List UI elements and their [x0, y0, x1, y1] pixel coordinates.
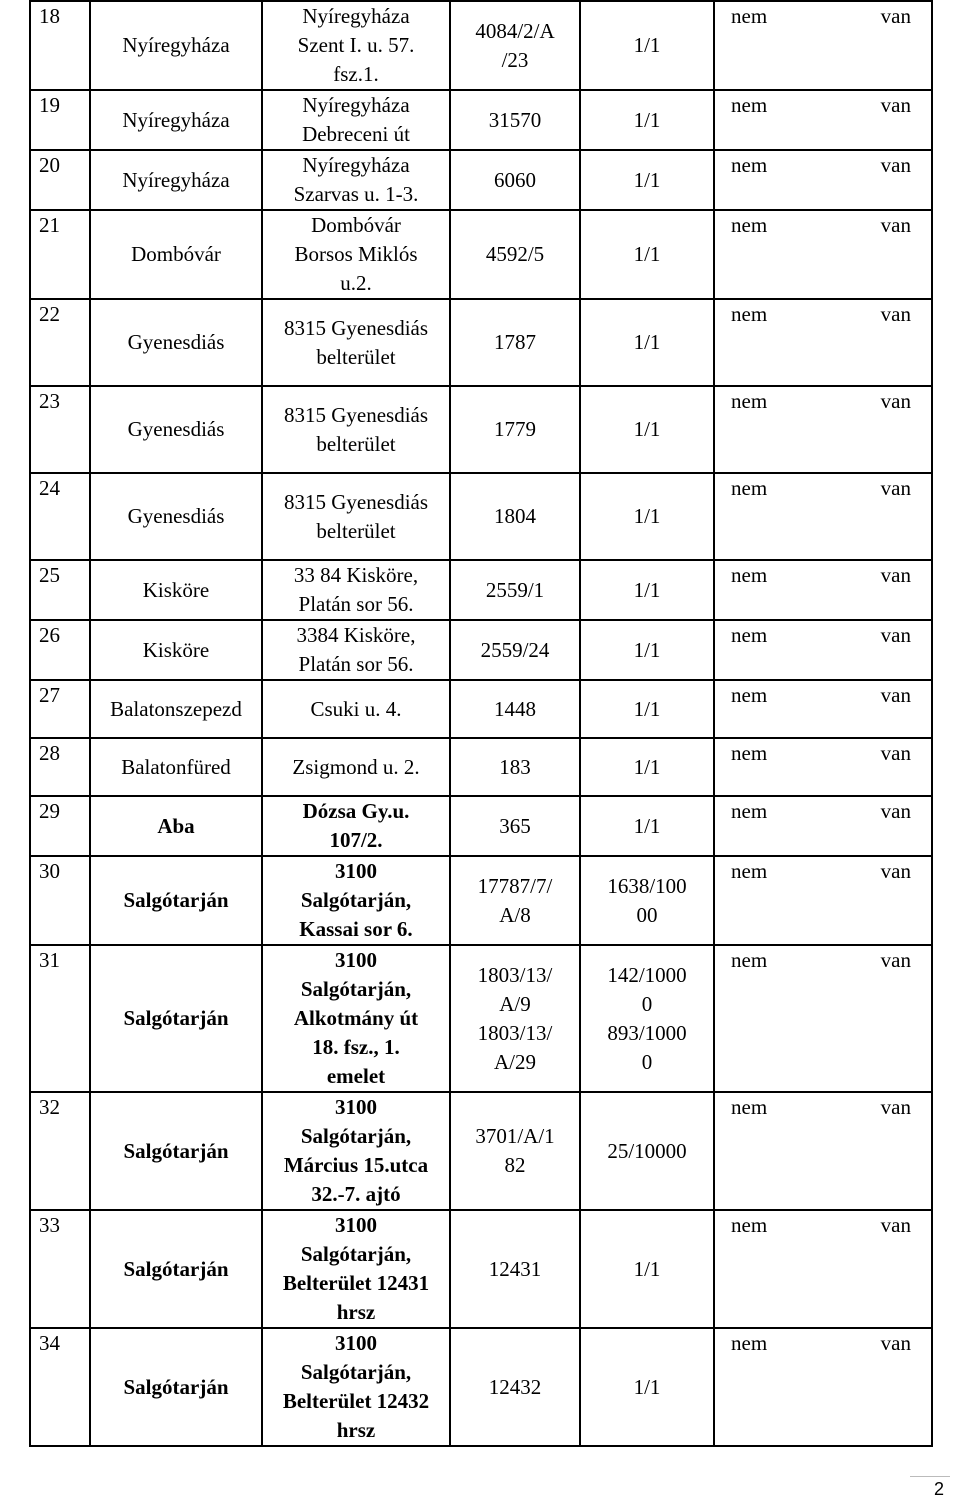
ownership-share-cell: 1/1 — [580, 299, 714, 386]
ownership-share-cell: 1/1 — [580, 680, 714, 738]
status-cell — [714, 1, 932, 90]
table-row — [30, 1328, 932, 1446]
status-nem: nem — [731, 623, 768, 647]
status-cell — [714, 560, 932, 620]
ownership-share-cell: 1638/100 00 — [580, 856, 714, 945]
city-cell: Dombóvár — [90, 210, 262, 299]
status-cell — [714, 150, 932, 210]
address-cell: Dombóvár Borsos Miklós u.2. — [262, 210, 450, 299]
table-row — [30, 473, 932, 560]
table-row — [30, 945, 932, 1092]
status-cell — [714, 945, 932, 1092]
status-cell — [714, 796, 932, 856]
city-cell: Nyíregyháza — [90, 90, 262, 150]
row-number-cell: 20 — [30, 150, 90, 210]
ownership-share-cell: 1/1 — [580, 1210, 714, 1328]
row-number-cell: 25 — [30, 560, 90, 620]
parcel-number-cell: 3701/A/1 82 — [450, 1092, 580, 1210]
city-cell: Gyenesdiás — [90, 473, 262, 560]
row-number-cell: 24 — [30, 473, 90, 560]
parcel-number-cell: 365 — [450, 796, 580, 856]
row-number-cell: 28 — [30, 738, 90, 796]
status-nem: nem — [731, 4, 768, 28]
status-cell — [714, 299, 932, 386]
address-cell: 3100 Salgótarján, Március 15.utca 32.-7. ajtó — [262, 1092, 450, 1210]
row-number-cell: 22 — [30, 299, 90, 386]
status-nem: nem — [731, 741, 768, 765]
status-cell — [714, 1328, 932, 1446]
city-cell: Kisköre — [90, 620, 262, 680]
status-cell — [714, 680, 932, 738]
parcel-number-cell: 1804 — [450, 473, 580, 560]
address-cell: Nyíregyháza Szarvas u. 1-3. — [262, 150, 450, 210]
page-number: 2 — [910, 1476, 950, 1500]
status-cell — [714, 1092, 932, 1210]
status-van: van — [880, 476, 911, 500]
parcel-number-cell: 6060 — [450, 150, 580, 210]
table-row — [30, 796, 932, 856]
status-van: van — [880, 859, 911, 883]
city-cell: Gyenesdiás — [90, 299, 262, 386]
status-van: van — [880, 1095, 911, 1119]
table-row — [30, 210, 932, 299]
status-nem: nem — [731, 948, 768, 972]
parcel-number-cell: 4592/5 — [450, 210, 580, 299]
table-row — [30, 738, 932, 796]
parcel-number-cell: 1803/13/ A/9 1803/13/ A/29 — [450, 945, 580, 1092]
parcel-number-cell: 12431 — [450, 1210, 580, 1328]
row-number-cell: 29 — [30, 796, 90, 856]
row-number-cell: 30 — [30, 856, 90, 945]
table-row — [30, 1210, 932, 1328]
ownership-share-cell: 1/1 — [580, 386, 714, 473]
ownership-share-cell: 1/1 — [580, 90, 714, 150]
parcel-number-cell: 12432 — [450, 1328, 580, 1446]
address-cell: Dózsa Gy.u. 107/2. — [262, 796, 450, 856]
ownership-share-cell: 1/1 — [580, 150, 714, 210]
status-van: van — [880, 389, 911, 413]
status-nem: nem — [731, 683, 768, 707]
ownership-share-cell: 1/1 — [580, 1, 714, 90]
table-row — [30, 150, 932, 210]
status-nem: nem — [731, 213, 768, 237]
address-cell: 3384 Kisköre, Platán sor 56. — [262, 620, 450, 680]
status-cell — [714, 90, 932, 150]
row-number-cell: 32 — [30, 1092, 90, 1210]
status-nem: nem — [731, 563, 768, 587]
parcel-number-cell: 4084/2/A /23 — [450, 1, 580, 90]
ownership-share-cell: 1/1 — [580, 620, 714, 680]
city-cell: Salgótarján — [90, 1210, 262, 1328]
table-row — [30, 1092, 932, 1210]
address-cell: 3100 Salgótarján, Belterület 12431 hrsz — [262, 1210, 450, 1328]
city-cell: Salgótarján — [90, 1092, 262, 1210]
status-van: van — [880, 153, 911, 177]
status-nem: nem — [731, 93, 768, 117]
address-cell: 3100 Salgótarján, Belterület 12432 hrsz — [262, 1328, 450, 1446]
address-cell: Nyíregyháza Szent I. u. 57. fsz.1. — [262, 1, 450, 90]
row-number-cell: 19 — [30, 90, 90, 150]
row-number-cell: 34 — [30, 1328, 90, 1446]
status-van: van — [880, 563, 911, 587]
status-nem: nem — [731, 799, 768, 823]
address-cell: Csuki u. 4. — [262, 680, 450, 738]
status-van: van — [880, 1213, 911, 1237]
parcel-number-cell: 1448 — [450, 680, 580, 738]
status-van: van — [880, 213, 911, 237]
status-van: van — [880, 93, 911, 117]
status-nem: nem — [731, 1331, 768, 1355]
city-cell: Gyenesdiás — [90, 386, 262, 473]
ownership-share-cell: 1/1 — [580, 796, 714, 856]
city-cell: Aba — [90, 796, 262, 856]
row-number-cell: 18 — [30, 1, 90, 90]
status-nem: nem — [731, 302, 768, 326]
status-van: van — [880, 4, 911, 28]
status-nem: nem — [731, 1213, 768, 1237]
address-cell: 3100 Salgótarján, Kassai sor 6. — [262, 856, 450, 945]
parcel-number-cell: 31570 — [450, 90, 580, 150]
city-cell: Nyíregyháza — [90, 1, 262, 90]
status-van: van — [880, 683, 911, 707]
row-number-cell: 23 — [30, 386, 90, 473]
parcel-number-cell: 1779 — [450, 386, 580, 473]
status-nem: nem — [731, 476, 768, 500]
table-row — [30, 90, 932, 150]
address-cell: 33 84 Kisköre, Platán sor 56. — [262, 560, 450, 620]
parcel-number-cell: 17787/7/ A/8 — [450, 856, 580, 945]
row-number-cell: 31 — [30, 945, 90, 1092]
address-cell: 8315 Gyenesdiás belterület — [262, 473, 450, 560]
status-cell — [714, 620, 932, 680]
status-cell — [714, 1210, 932, 1328]
status-van: van — [880, 302, 911, 326]
ownership-share-cell: 1/1 — [580, 210, 714, 299]
row-number-cell: 27 — [30, 680, 90, 738]
status-nem: nem — [731, 859, 768, 883]
status-van: van — [880, 1331, 911, 1355]
status-cell — [714, 856, 932, 945]
parcel-number-cell: 1787 — [450, 299, 580, 386]
row-number-cell: 26 — [30, 620, 90, 680]
address-cell: Zsigmond u. 2. — [262, 738, 450, 796]
table-row — [30, 386, 932, 473]
row-number-cell: 33 — [30, 1210, 90, 1328]
table-row — [30, 560, 932, 620]
status-van: van — [880, 948, 911, 972]
status-cell — [714, 473, 932, 560]
ownership-share-cell: 1/1 — [580, 560, 714, 620]
city-cell: Balatonfüred — [90, 738, 262, 796]
parcel-number-cell: 2559/24 — [450, 620, 580, 680]
city-cell: Balatonszepezd — [90, 680, 262, 738]
city-cell: Kisköre — [90, 560, 262, 620]
status-cell — [714, 386, 932, 473]
row-number-cell: 21 — [30, 210, 90, 299]
ownership-share-cell: 1/1 — [580, 473, 714, 560]
ownership-share-cell: 1/1 — [580, 738, 714, 796]
status-cell — [714, 210, 932, 299]
status-van: van — [880, 799, 911, 823]
status-nem: nem — [731, 1095, 768, 1119]
status-nem: nem — [731, 153, 768, 177]
table-row — [30, 299, 932, 386]
table-row — [30, 620, 932, 680]
table-row — [30, 856, 932, 945]
ownership-share-cell: 1/1 — [580, 1328, 714, 1446]
parcel-number-cell: 2559/1 — [450, 560, 580, 620]
address-cell: 8315 Gyenesdiás belterület — [262, 299, 450, 386]
address-cell: 8315 Gyenesdiás belterület — [262, 386, 450, 473]
property-table — [29, 0, 933, 1447]
address-cell: 3100 Salgótarján, Alkotmány út 18. fsz., 1. emelet — [262, 945, 450, 1092]
table-row — [30, 1, 932, 90]
address-cell: Nyíregyháza Debreceni út — [262, 90, 450, 150]
status-van: van — [880, 741, 911, 765]
city-cell: Salgótarján — [90, 856, 262, 945]
city-cell: Salgótarján — [90, 945, 262, 1092]
parcel-number-cell: 183 — [450, 738, 580, 796]
city-cell: Salgótarján — [90, 1328, 262, 1446]
status-cell — [714, 738, 932, 796]
status-van: van — [880, 623, 911, 647]
city-cell: Nyíregyháza — [90, 150, 262, 210]
status-nem: nem — [731, 389, 768, 413]
table-row — [30, 680, 932, 738]
ownership-share-cell: 142/1000 0 893/1000 0 — [580, 945, 714, 1092]
ownership-share-cell: 25/10000 — [580, 1092, 714, 1210]
